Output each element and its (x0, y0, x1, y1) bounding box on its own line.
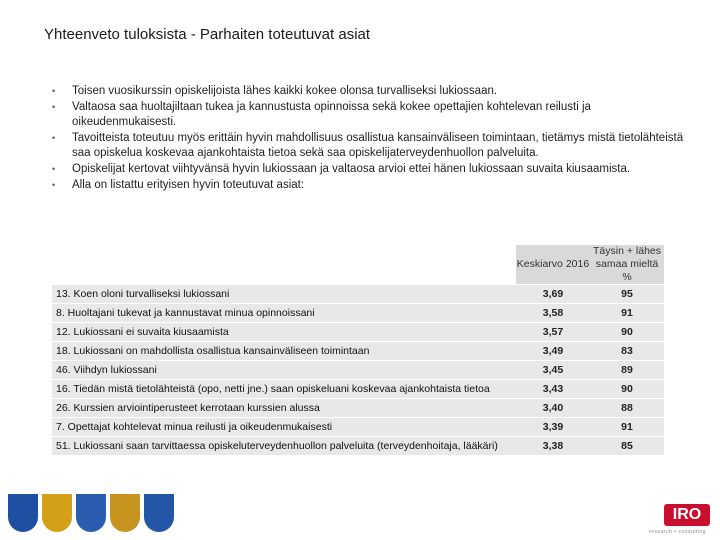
row-label: 18. Lukiossani on mahdollista osallistua kansainväliseen toimintaan (52, 342, 516, 360)
bullet-item: • Opiskelijat kertovat viihtyvänsä hyvin lukiossaan ja valtaosa arvioi ettei hänen lukiossaan suvaita kiusaamista. (52, 162, 692, 178)
row-average: 3,38 (516, 437, 590, 455)
row-percent: 90 (590, 380, 664, 398)
crest-icon (42, 494, 72, 532)
row-percent: 88 (590, 399, 664, 417)
row-label: 13. Koen oloni turvalliseksi lukiossani (52, 285, 516, 303)
bullet-item: • Tavoitteista toteutuu myös erittäin hyvin mahdollisuus osallistua kansainväliseen toimintaan, tietämys mistä tietolähteistä saa opiskelua koskevaa ajankohtaista tietoa sekä saa opiskelijaterveydenhuollon palveluita. (52, 131, 692, 162)
row-percent: 91 (590, 304, 664, 322)
iro-logo-subtitle: research • consulting (649, 529, 706, 535)
row-percent: 85 (590, 437, 664, 455)
row-percent: 95 (590, 285, 664, 303)
bullet-item: • Alla on listattu erityisen hyvin toteutuvat asiat: (52, 178, 692, 194)
crest-icon (8, 494, 38, 532)
results-table (52, 244, 664, 456)
row-percent: 89 (590, 361, 664, 379)
row-label: 8. Huoltajani tukevat ja kannustavat minua opinnoissani (52, 304, 516, 322)
row-average: 3,40 (516, 399, 590, 417)
row-label: 51. Lukiossani saan tarvittaessa opiskeluterveydenhuollon palveluita (terveydenhoitaja, lääkäri) (52, 437, 516, 455)
header-agree-percent: Täysin + lähes samaa mieltä % (590, 245, 664, 284)
table-row (52, 380, 664, 398)
row-average: 3,69 (516, 285, 590, 303)
table-row (52, 361, 664, 379)
row-percent: 91 (590, 418, 664, 436)
header-average: Keskiarvo 2016 (516, 245, 590, 284)
row-label: 16. Tiedän mistä tietolähteistä (opo, netti jne.) saan opiskeluani koskevaa ajankohtaista tietoa (52, 380, 516, 398)
row-average: 3,58 (516, 304, 590, 322)
row-average: 3,39 (516, 418, 590, 436)
table-row (52, 418, 664, 436)
crest-icon (76, 494, 106, 532)
row-percent: 90 (590, 323, 664, 341)
table-row (52, 342, 664, 360)
table-row (52, 285, 664, 303)
table-row (52, 437, 664, 455)
row-average: 3,43 (516, 380, 590, 398)
table-row (52, 323, 664, 341)
iro-logo: IRO (664, 504, 710, 526)
row-label: 12. Lukiossani ei suvaita kiusaamista (52, 323, 516, 341)
header-empty (52, 245, 516, 284)
row-average: 3,45 (516, 361, 590, 379)
bullet-item: • Toisen vuosikurssin opiskelijoista lähes kaikki kokee olonsa turvalliseksi lukiossaan. (52, 84, 692, 100)
municipality-crests (8, 494, 174, 534)
crest-icon (144, 494, 174, 532)
summary-bullets (52, 84, 692, 193)
row-label: 7. Opettajat kohtelevat minua reilusti ja oikeudenmukaisesti (52, 418, 516, 436)
row-label: 26. Kurssien arviointiperusteet kerrotaan kurssien alussa (52, 399, 516, 417)
row-percent: 83 (590, 342, 664, 360)
row-average: 3,49 (516, 342, 590, 360)
page-title: Yhteenveto tuloksista - Parhaiten toteutuvat asiat (44, 26, 371, 43)
row-label: 46. Viihdyn lukiossani (52, 361, 516, 379)
table-header-row (52, 245, 664, 284)
bullet-item: • Valtaosa saa huoltajiltaan tukea ja kannustusta opinnoissa sekä kokee opettajien kohtelevan reilusti ja oikeudenmukaisesti. (52, 100, 692, 131)
crest-icon (110, 494, 140, 532)
row-average: 3,57 (516, 323, 590, 341)
table-row (52, 304, 664, 322)
table-row (52, 399, 664, 417)
